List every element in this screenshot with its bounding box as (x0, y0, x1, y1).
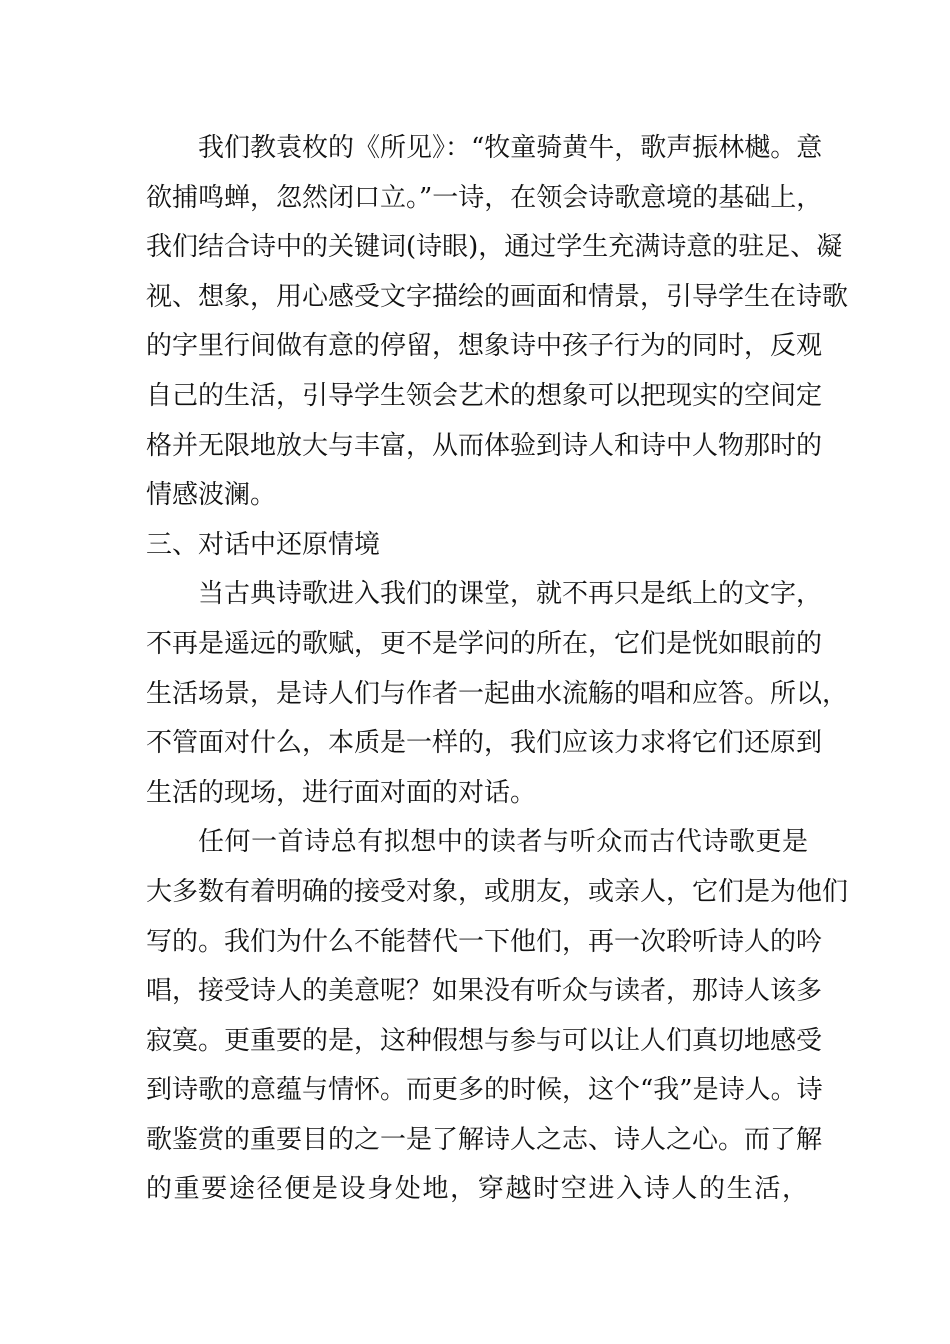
text-line: 不管面对什么，本质是一样的，我们应该力求将它们还原到 (146, 728, 823, 759)
paragraph-dialogue (146, 570, 849, 818)
text-line: 的字里行间做有意的停留，想象诗中孩子行为的同时，反观 (146, 331, 823, 362)
text-line: 视、想象，用心感受文字描绘的画面和情景，引导学生在诗歌 (146, 281, 849, 312)
section-heading (146, 521, 808, 571)
text-line: 情感波澜。 (146, 480, 277, 511)
text-line: 写的。我们为什么不能替代一下他们，再一次聆听诗人的吟 (146, 926, 823, 957)
heading-text: 三、对话中还原情境 (146, 529, 381, 560)
text-line: 生活场景，是诗人们与作者一起曲水流觞的唱和应答。所以， (146, 678, 849, 709)
text-line: 的重要途径便是设身处地，穿越时空进入诗人的生活， (146, 1174, 808, 1205)
text-line: 不再是遥远的歌赋，更不是学问的所在，它们是恍如眼前的 (146, 628, 823, 659)
text-line: 任何一首诗总有拟想中的读者与听众而古代诗歌更是 (198, 827, 808, 858)
paragraph-poem-example (146, 124, 849, 521)
text-line: 我们教袁枚的《所见》：“牧童骑黄牛，歌声振林樾。意 (198, 133, 823, 163)
text-line: 欲捕鸣蝉，忽然闭口立。”一诗，在领会诗歌意境的基础上， (146, 182, 823, 213)
text-line: 生活的现场，进行面对面的对话。 (146, 777, 537, 808)
text-line: 当古典诗歌进入我们的课堂，就不再只是纸上的文字， (198, 579, 823, 610)
body-text (146, 124, 849, 1215)
text-line: 唱，接受诗人的美意呢？如果没有听众与读者，那诗人该多 (146, 976, 823, 1007)
text-line: 歌鉴赏的重要目的之一是了解诗人之志、诗人之心。而了解 (146, 1124, 823, 1155)
text-line: 寂寞。更重要的是，这种假想与参与可以让人们真切地感受 (146, 1025, 823, 1056)
text-line: 格并无限地放大与丰富，从而体验到诗人和诗中人物那时的 (146, 430, 823, 461)
text-line: 到诗歌的意蕴与情怀。而更多的时候，这个“我”是诗人。诗 (146, 1075, 823, 1106)
text-line: 自己的生活，引导学生领会艺术的想象可以把现实的空间定 (146, 380, 823, 411)
paragraph-reader (146, 818, 849, 1215)
text-line: 大多数有着明确的接受对象，或朋友，或亲人，它们是为他们 (146, 876, 849, 907)
text-line: 我们结合诗中的关键词(诗眼)，通过学生充满诗意的驻足、凝 (146, 232, 843, 263)
